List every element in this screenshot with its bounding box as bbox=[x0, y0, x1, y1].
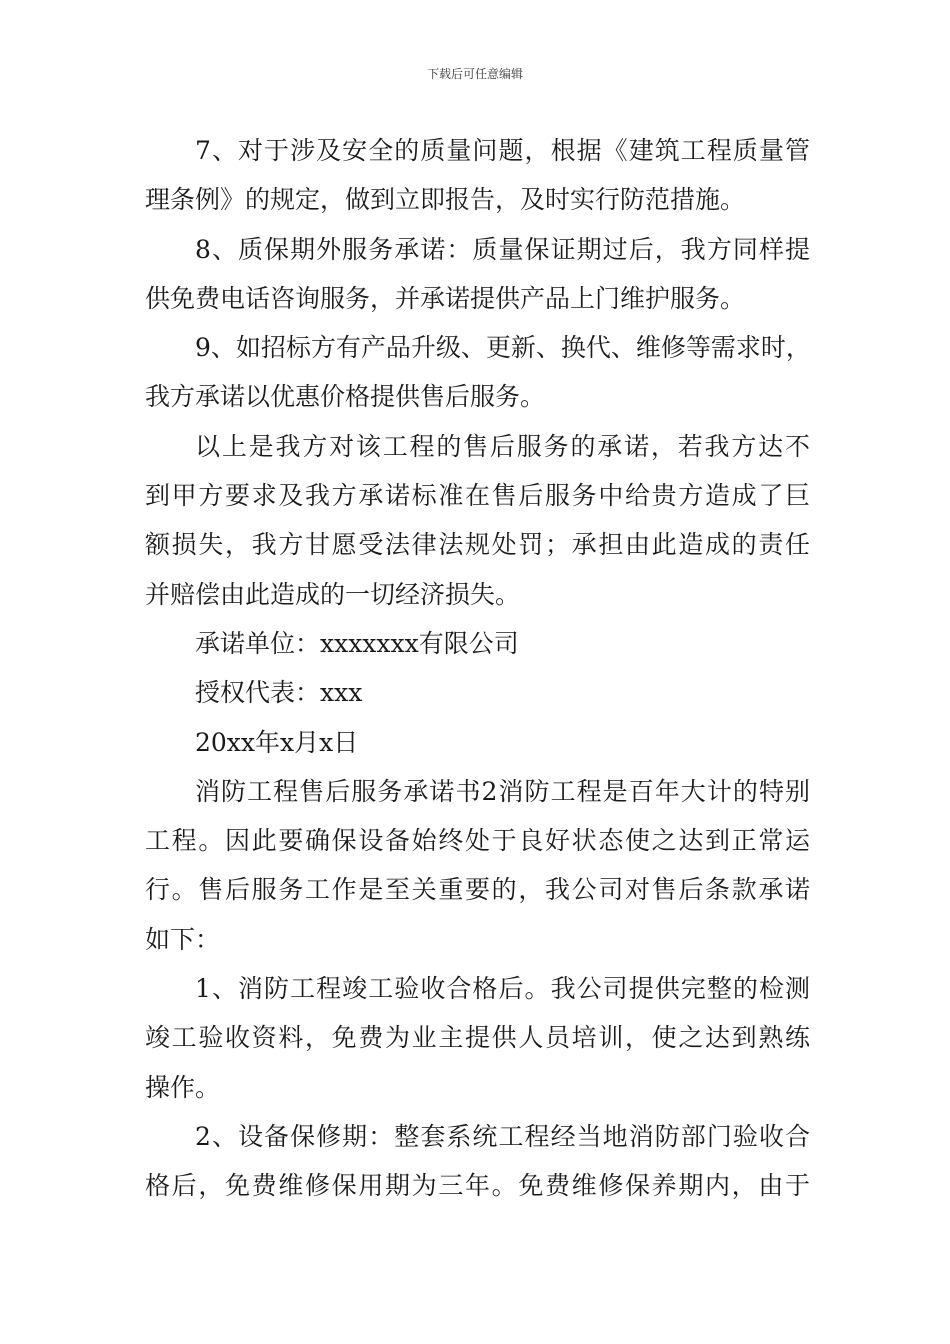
document-line: 承诺单位：xxxxxxx有限公司 bbox=[195, 628, 519, 658]
document-line: 8、质保期外服务承诺：质量保证期过后，我方同样提 bbox=[195, 234, 810, 264]
document-line: 理条例》的规定，做到立即报告，及时实行防范措施。 bbox=[145, 185, 746, 215]
document-line: 消防工程售后服务承诺书2消防工程是百年大计的特别 bbox=[195, 776, 810, 806]
document-line: 1、消防工程竣工验收合格后。我公司提供完整的检测 bbox=[195, 974, 810, 1004]
document-line: 7、对于涉及安全的质量问题，根据《建筑工程质量管 bbox=[195, 136, 810, 165]
document-line: 9、如招标方有产品升级、更新、换代、维修等需求时， bbox=[195, 333, 811, 363]
document-line: 如下： bbox=[145, 924, 221, 954]
document-line: 工程。因此要确保设备始终处于良好状态使之达到正常运 bbox=[145, 826, 810, 856]
document-line: 以上是我方对该工程的售后服务的承诺，若我方达不 bbox=[195, 431, 810, 461]
document-line: 我方承诺以优惠价格提供售后服务。 bbox=[145, 382, 546, 412]
document-line: 20xx年x月x日 bbox=[195, 727, 359, 757]
document-line: 行。售后服务工作是至关重要的，我公司对售后条款承诺 bbox=[145, 875, 810, 905]
document-line: 竣工验收资料，免费为业主提供人员培训，使之达到熟练 bbox=[145, 1023, 810, 1053]
document-line: 格后，免费维修保用期为三年。免费维修保养期内，由于 bbox=[145, 1171, 810, 1201]
page-header: 下载后可任意编辑 bbox=[426, 67, 523, 81]
document-line: 供免费电话咨询服务，并承诺提供产品上门维护服务。 bbox=[145, 283, 746, 313]
document-line: 授权代表：xxx bbox=[195, 678, 363, 708]
document-line: 操作。 bbox=[145, 1072, 221, 1102]
document-body bbox=[145, 126, 810, 1211]
document-line: 并赔偿由此造成的一切经济损失。 bbox=[145, 579, 521, 609]
document-line: 2、设备保修期：整套系统工程经当地消防部门验收合 bbox=[195, 1121, 810, 1151]
document-line: 到甲方要求及我方承诺标准在售后服务中给贵方造成了巨 bbox=[145, 481, 810, 511]
document-line: 额损失，我方甘愿受法律法规处罚；承担由此造成的责任 bbox=[145, 530, 810, 560]
